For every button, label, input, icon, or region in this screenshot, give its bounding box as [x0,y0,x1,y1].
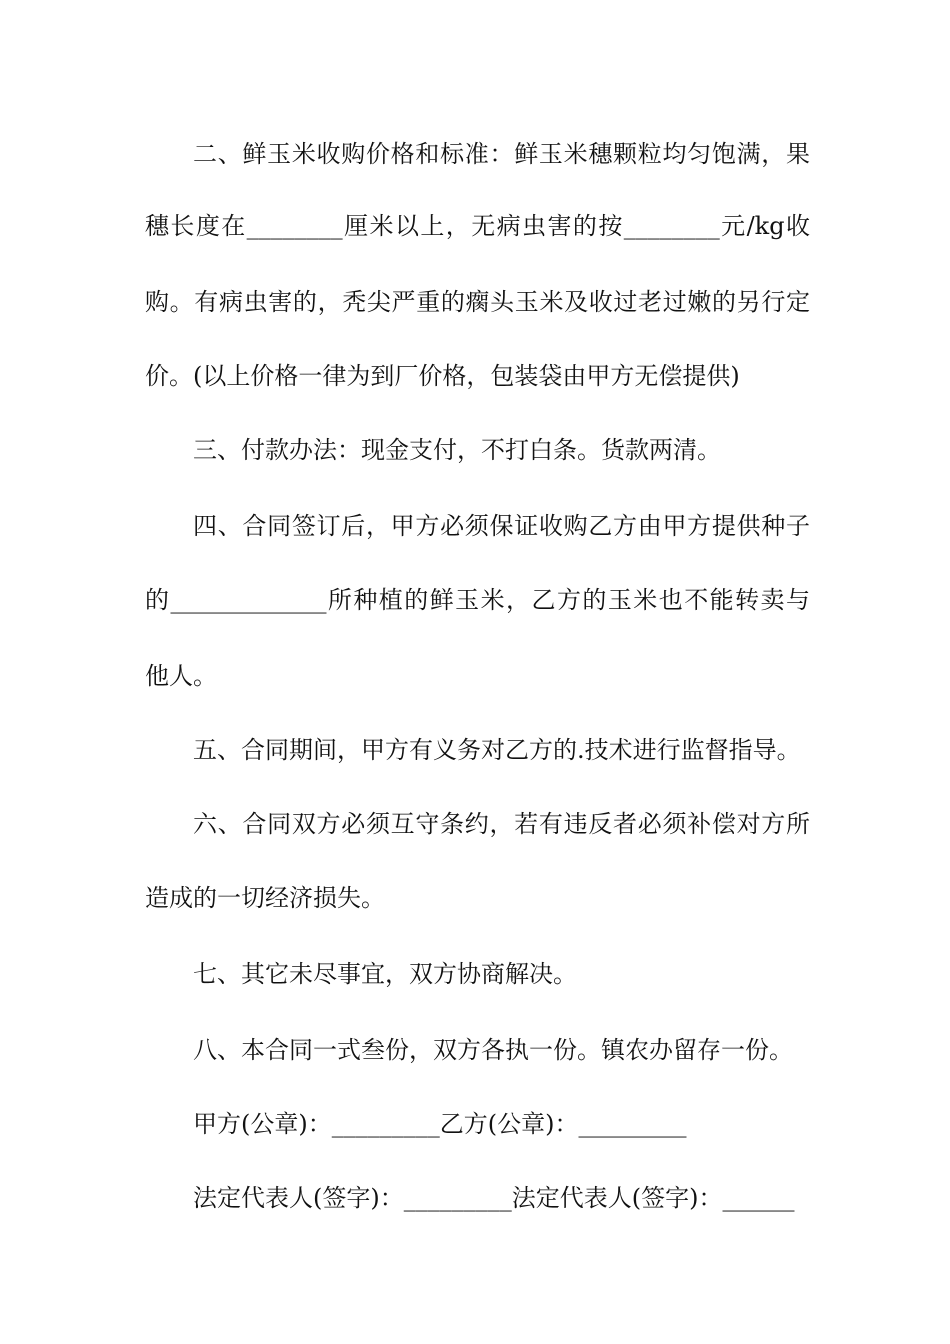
clause-2-line-1: 二、鲜玉米收购价格和标准：鲜玉米穗颗粒均匀饱满，果 [193,140,810,168]
clause-2-line-4: 价。(以上价格一律为到厂价格，包装袋由甲方无偿提供) [145,362,740,390]
clause-7: 七、其它未尽事宜，双方协商解决。 [193,960,577,988]
party-seals-line: 甲方(公章)：_________乙方(公章)：_________ [193,1110,687,1138]
clause-3: 三、付款办法：现金支付，不打白条。货款两清。 [193,436,721,464]
clause-5: 五、合同期间，甲方有义务对乙方的.技术进行监督指导。 [193,736,801,764]
clause-6-line-1: 六、合同双方必须互守条约，若有违反者必须补偿对方所 [193,810,810,838]
clause-4-line-1: 四、合同签订后，甲方必须保证收购乙方由甲方提供种子 [193,512,810,540]
clause-8: 八、本合同一式叁份，双方各执一份。镇农办留存一份。 [193,1036,793,1064]
representative-signature-line: 法定代表人(签字)：_________法定代表人(签字)：______ [193,1184,795,1212]
clause-4-line-2: 的_____________所种植的鲜玉米，乙方的玉米也不能转卖与 [145,586,810,614]
clause-6-line-2: 造成的一切经济损失。 [145,884,385,912]
clause-4-line-3: 他人。 [145,662,217,690]
clause-2-line-2: 穗长度在________厘米以上，无病虫害的按________元/kg收 [145,212,810,240]
clause-2-line-3: 购。有病虫害的，秃尖严重的瘸头玉米及收过老过嫩的另行定 [145,288,810,316]
